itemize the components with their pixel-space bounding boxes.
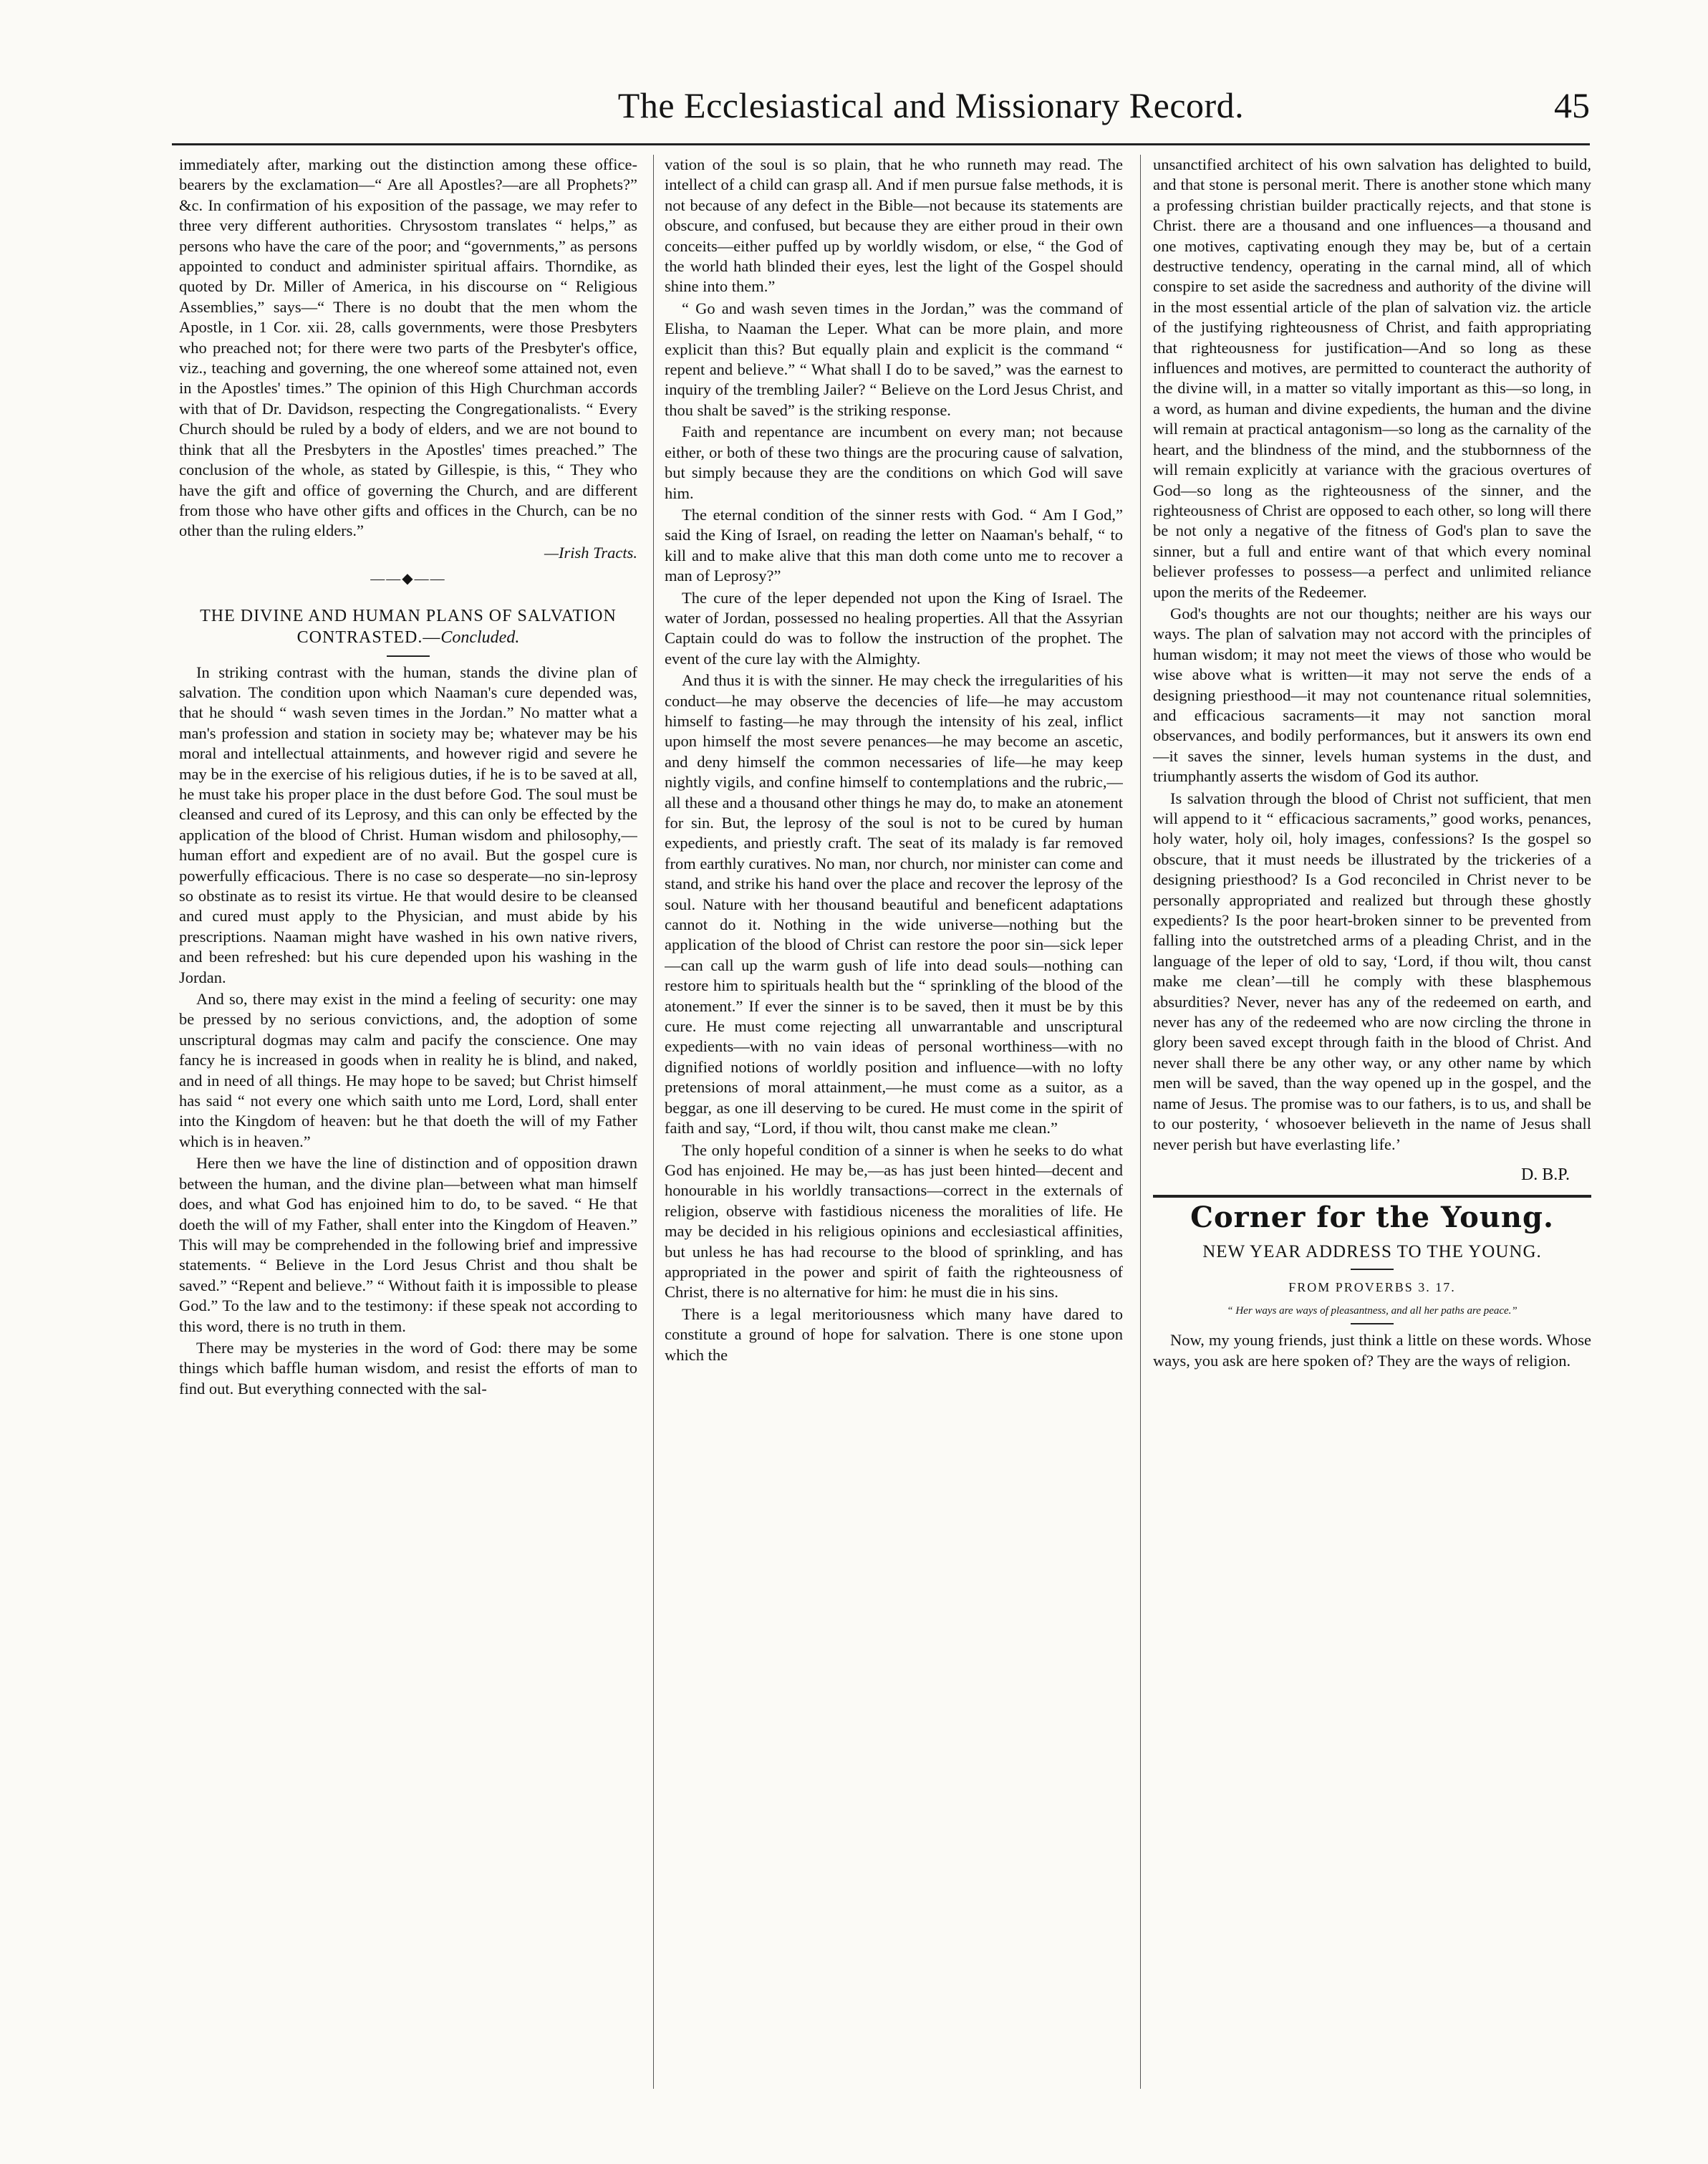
- article-paragraph: “ Go and wash seven times in the Jordan,” was the command of Elisha, to Naaman the Leper. What can be more plain, and more explicit than this? But equally plain and explicit is the command “ repent and believe.” “ What shall I do to be saved,” was the earnest to inquiry of the trembling Jailer? “ Believe on the Lord Jesus Christ, and thou shalt be saved” is the striking response.: [665, 299, 1123, 419]
- header-rule: [172, 143, 1590, 145]
- column-divider-1: [653, 155, 654, 2089]
- section-title: Corner for the Young.: [1190, 1201, 1554, 1235]
- scripture-motto: “ Her ways are ways of pleasantness, and all her paths are peace.”: [1227, 1305, 1518, 1317]
- article-paragraph: There may be mysteries in the word of God: there may be some things which baffle human wisdom, and resist the efforts of man to find out. But everything connected with the sal-: [179, 1338, 637, 1398]
- poem-heading: NEW YEAR ADDRESS TO THE YOUNG.: [1202, 1241, 1542, 1261]
- column-3: [1153, 155, 1591, 2092]
- publication-title: The Ecclesiastical and Missionary Record.: [617, 85, 1245, 125]
- column-2: [665, 155, 1123, 2092]
- ornament-divider: ——◆——: [370, 571, 446, 587]
- article-paragraph: unsanctified architect of his own salvation has delighted to build, and that stone is personal merit. There is another stone which many a professing christian builder practically rejects, and that stone is Christ. there are a thousand and one influences—a thousand and one motives, captivating enough they may be, but of a certain destructive tendency, operating in the carnal mind, all of which conspire to set aside the sacredness and authority of the divine will in the most essential article of the plan of salvation viz. the article of the justifying righteousness of Christ, and faith appropriating that righteousness for justification—And so long as these influences and motives, are permitted to counteract the authority of the divine will, in a matter so vitally important as this—so long, in a word, as human and divine expedients, the human and the divine will remain at practical antagonism—so long as the carnality of the heart, and the blindness of the mind, and the stubbornness of the will remain explicitly at variance with the gracious overtures of God—so long as the righteousness of the sinner, and the righteousness of Christ are opposed to each other, so long will there be not only a negative of the fitness of God's plan to save the sinner, but a full and entire want of that which every nominal believer professes to possess—a perfect and unlimited reliance upon the merits of the Redeemer.: [1153, 155, 1591, 601]
- article-paragraph: Is salvation through the blood of Christ not sufficient, that men will append to it “ efficacious sacraments,” good works, penances, holy water, holy oil, holy images, confessions? Is the gospel so obscure, that it must needs be illustrated by the trickeries of a designing priesthood? Is a God reconciled in Christ never to be personally appropriated and realized but through these ghostly expedients? Is the poor heart-broken sinner to be prevented from falling into the outstretched arms of a pleading Christ, and in the language of the leper of old to say, ‘Lord, if thou wilt, thou canst make me clean’—till he comply with these blasphemous absurdities? Never, never has any of the redeemed on earth, and never has any of the redeemed who are now circling the throne in glory been saved except through faith in the blood of Christ. And never shall there be any other way, or any other name by which men will be saved, than the way opened up in the gospel, and the name of Jesus. The promise was to our fathers, is to us, and shall be to our posterity, ‘ whosoever believeth in the name of Jesus shall never perish but have everlasting life.’: [1153, 789, 1591, 1153]
- attribution: —Irish Tracts.: [544, 543, 637, 562]
- article-paragraph: In striking contrast with the human, stands the divine plan of salvation. The condition upon which Naaman's cure depended was, that he should “ wash seven times in the Jordan.” No matter what a man's profession and station in society may be; whatever may be his moral and intellectual attainments, and however rigid and severe he may be in the exercise of his religious duties, if he is to be saved at all, he must take his proper place in the dust before God. The soul must be cleansed and cured of its Leprosy, and this can only be effected by the application of the blood of Christ. Human wisdom and philosophy,—human effort and expedient are of no avail. But the gospel cure is powerfully efficacious. There is no case so desperate—no sin-leprosy so obstinate as to resist its virtue. He that would desire to be cleansed and cured must apply to the Physician, and must abide by his prescriptions. Naaman might have washed in his own native rivers, and been refreshed: but his cure depended upon his washing in the Jordan.: [179, 663, 637, 986]
- article-paragraph: Now, my young friends, just think a little on these words. Whose ways, you ask are here spoken of? They are the ways of religion.: [1153, 1331, 1591, 1370]
- article-paragraph: Here then we have the line of distinction and of opposition drawn between the human, and the divine plan—between what man himself does, and what God has enjoined him to do, to be saved. “ He that doeth the will of my Father, shall enter into the Kingdom of Heaven.” This will may be comprehended in the following brief and impressive statements. “ Believe in the Lord Jesus Christ and thou shalt be saved.” “Repent and believe.” “ Without faith it is impossible to please God.” To the law and to the testimony: if these speak not according to this word, there is no truth in them.: [179, 1154, 637, 1335]
- article-paragraph: The only hopeful condition of a sinner is when he seeks to do what God has enjoined. He may be,—as has just been hinted—decent and honourable in his worldly transactions—correct in the externals of religion, observe with fastidious niceness the moralities of life. He may be decided in his religious opinions and ecclesiastical affinities, but unless he has had recourse to the blood of sprinkling, and has appropriated in the power and spirit of faith the righteousness of Christ, there is no alternative for him: he must die in his sins.: [665, 1140, 1123, 1302]
- short-rule: [387, 655, 430, 657]
- heading-concluded: Concluded.: [440, 627, 520, 647]
- article-paragraph: There is a legal meritoriousness which many have dared to constitute a ground of hope for salvation. There is one stone upon which the: [665, 1304, 1123, 1364]
- article-paragraph: Faith and repentance are incumbent on every man; not because either, or both of these two things are the procuring cause of salvation, but simply because they are the conditions on which God will save him.: [665, 423, 1123, 502]
- page-header: [172, 85, 1590, 142]
- article-paragraph: And thus it is with the sinner. He may check the irregularities of his conduct—he may observe the decencies of life—he may accustom himself to fasting—he may through the intensity of his zeal, inflict upon himself the most severe penances—he may become an ascetic, and deny himself the common necessaries of life—he may keep nightly vigils, and confine himself to contemplations and the rubric,—all these and a thousand other things he may do, to make an atonement for sin. But, the leprosy of the soul is not to be cured by human expedients, and priestly craft. The seat of its malady is far removed from earthly curatives. No man, nor church, nor minister can come and stand, and strike his hand over the place and recover the leprosy of the soul. Nature with her thousand beautiful and beneficent adaptations cannot do it. Nothing in the wide universe—nothing but the application of the blood of Christ can restore the poor sin—sick leper—can call up the warm gush of life into dead souls—nothing can restore him to spirituals health but the “ sprinkling of the blood of the atonement.” If ever the sinner is to be saved, then it must be by this cure. He must come rejecting all unwarrantable and unscriptural expedients—with no vain ideas of personal worthiness—with no dignified notions of worldly position and influence—with no lofty pretensions of moral attainment,—he must come as a suitor, as a beggar, as one ill deserving to be cured. He must come in the spirit of faith and say, “Lord, if thou wilt, thou canst make me clean.”: [665, 671, 1123, 1138]
- short-rule: [1351, 1323, 1394, 1324]
- section-rule: [1153, 1195, 1591, 1198]
- article-heading: [179, 605, 637, 648]
- article-paragraph: The eternal condition of the sinner rests with God. “ Am I God,” said the King of Israel, on reading the letter on Naaman's behalf, “ to kill and to make alive that this man doth come unto me to recover a man of Leprosy?”: [665, 505, 1123, 585]
- column-1: [179, 155, 637, 2092]
- article-paragraph: vation of the soul is so plain, that he who runneth may read. The intellect of a child can grasp all. And if men pursue false methods, it is not because of any defect in the Bible—not because its statements are obscure, and confused, but because they are either proud in their own conceits—either puffed up by worldly wisdom, or else, “ the God of the world hath blinded their eyes, lest the light of the Gospel should shine into them.”: [665, 155, 1123, 296]
- signature: D. B.P.: [1520, 1165, 1570, 1184]
- article-paragraph: God's thoughts are not our thoughts; neither are his ways our ways. The plan of salvation may not accord with the principles of human wisdom; it may not meet the views of those who would be wise above what is written—it may not serve the ends of a designing priesthood—it may not countenance ritual solemnities, and efficacious sacraments—it may not sanction moral observances, and bodily performances, but it answers its own end—it saves the sinner, levels human systems in the dust, and triumphantly asserts the wisdom of God its author.: [1153, 604, 1591, 786]
- page-number: 45: [1554, 85, 1590, 125]
- article-paragraph: And so, there may exist in the mind a feeling of security: one may be pressed by no serious convictions, and, the adoption of some unscriptural dogmas may calm and pacify the conscience. One may fancy he is increased in goods when in reality he is blind, and naked, and in need of all things. He may hope to be saved; but Christ himself has said “ not every one which saith unto me Lord, Lord, shall enter into the Kingdom of heaven: but he that doeth the will of my Father which is in heaven.”: [179, 990, 637, 1150]
- scripture-reference: FROM PROVERBS 3. 17.: [1288, 1279, 1456, 1294]
- column-divider-2: [1140, 155, 1141, 2089]
- heading-text: THE DIVINE AND HUMAN PLANS OF SALVATION CONTRASTED.—: [200, 606, 617, 647]
- article-paragraph: immediately after, marking out the distinction among these office-bearers by the exclamation—“ Are all Apostles?—are all Prophets?” &c. In confirmation of his exposition of the passage, we may refer to three very different authorities. Chrysostom translates “ helps,” as persons who have the care of the poor; and “governments,” as persons appointed to conduct and administer spiritual affairs. Thorndike, as quoted by Dr. Miller of America, in his discourse on “ Religious Assemblies,” says—“ There is no doubt that the men whom the Apostle, in 1 Cor. xii. 28, calls governments, were those Presbyters who preached not; for there were two parts of the Presbyter's office, viz., teaching and governing, the one whereof some attained not, even in the Apostles' times.” The opinion of this High Churchman accords with that of Dr. Davidson, respecting the Congregationalists. “ Every Church should be ruled by a body of elders, and we are not bound to think that all the Presbyters in the Apostles' times preached.” The conclusion of the whole, as stated by Gillespie, is this, “ They who have the gift and office of governing the Church, and are different from those who have other gifts and offices in the Church, can be no other than the ruling elders.”: [179, 155, 637, 540]
- article-paragraph: The cure of the leper depended not upon the King of Israel. The water of Jordan, possessed no healing properties. All that the Assyrian Captain could do was to follow the instruction of the prophet. The event of the cure lay with the Almighty.: [665, 588, 1123, 668]
- short-rule: [1351, 1269, 1394, 1270]
